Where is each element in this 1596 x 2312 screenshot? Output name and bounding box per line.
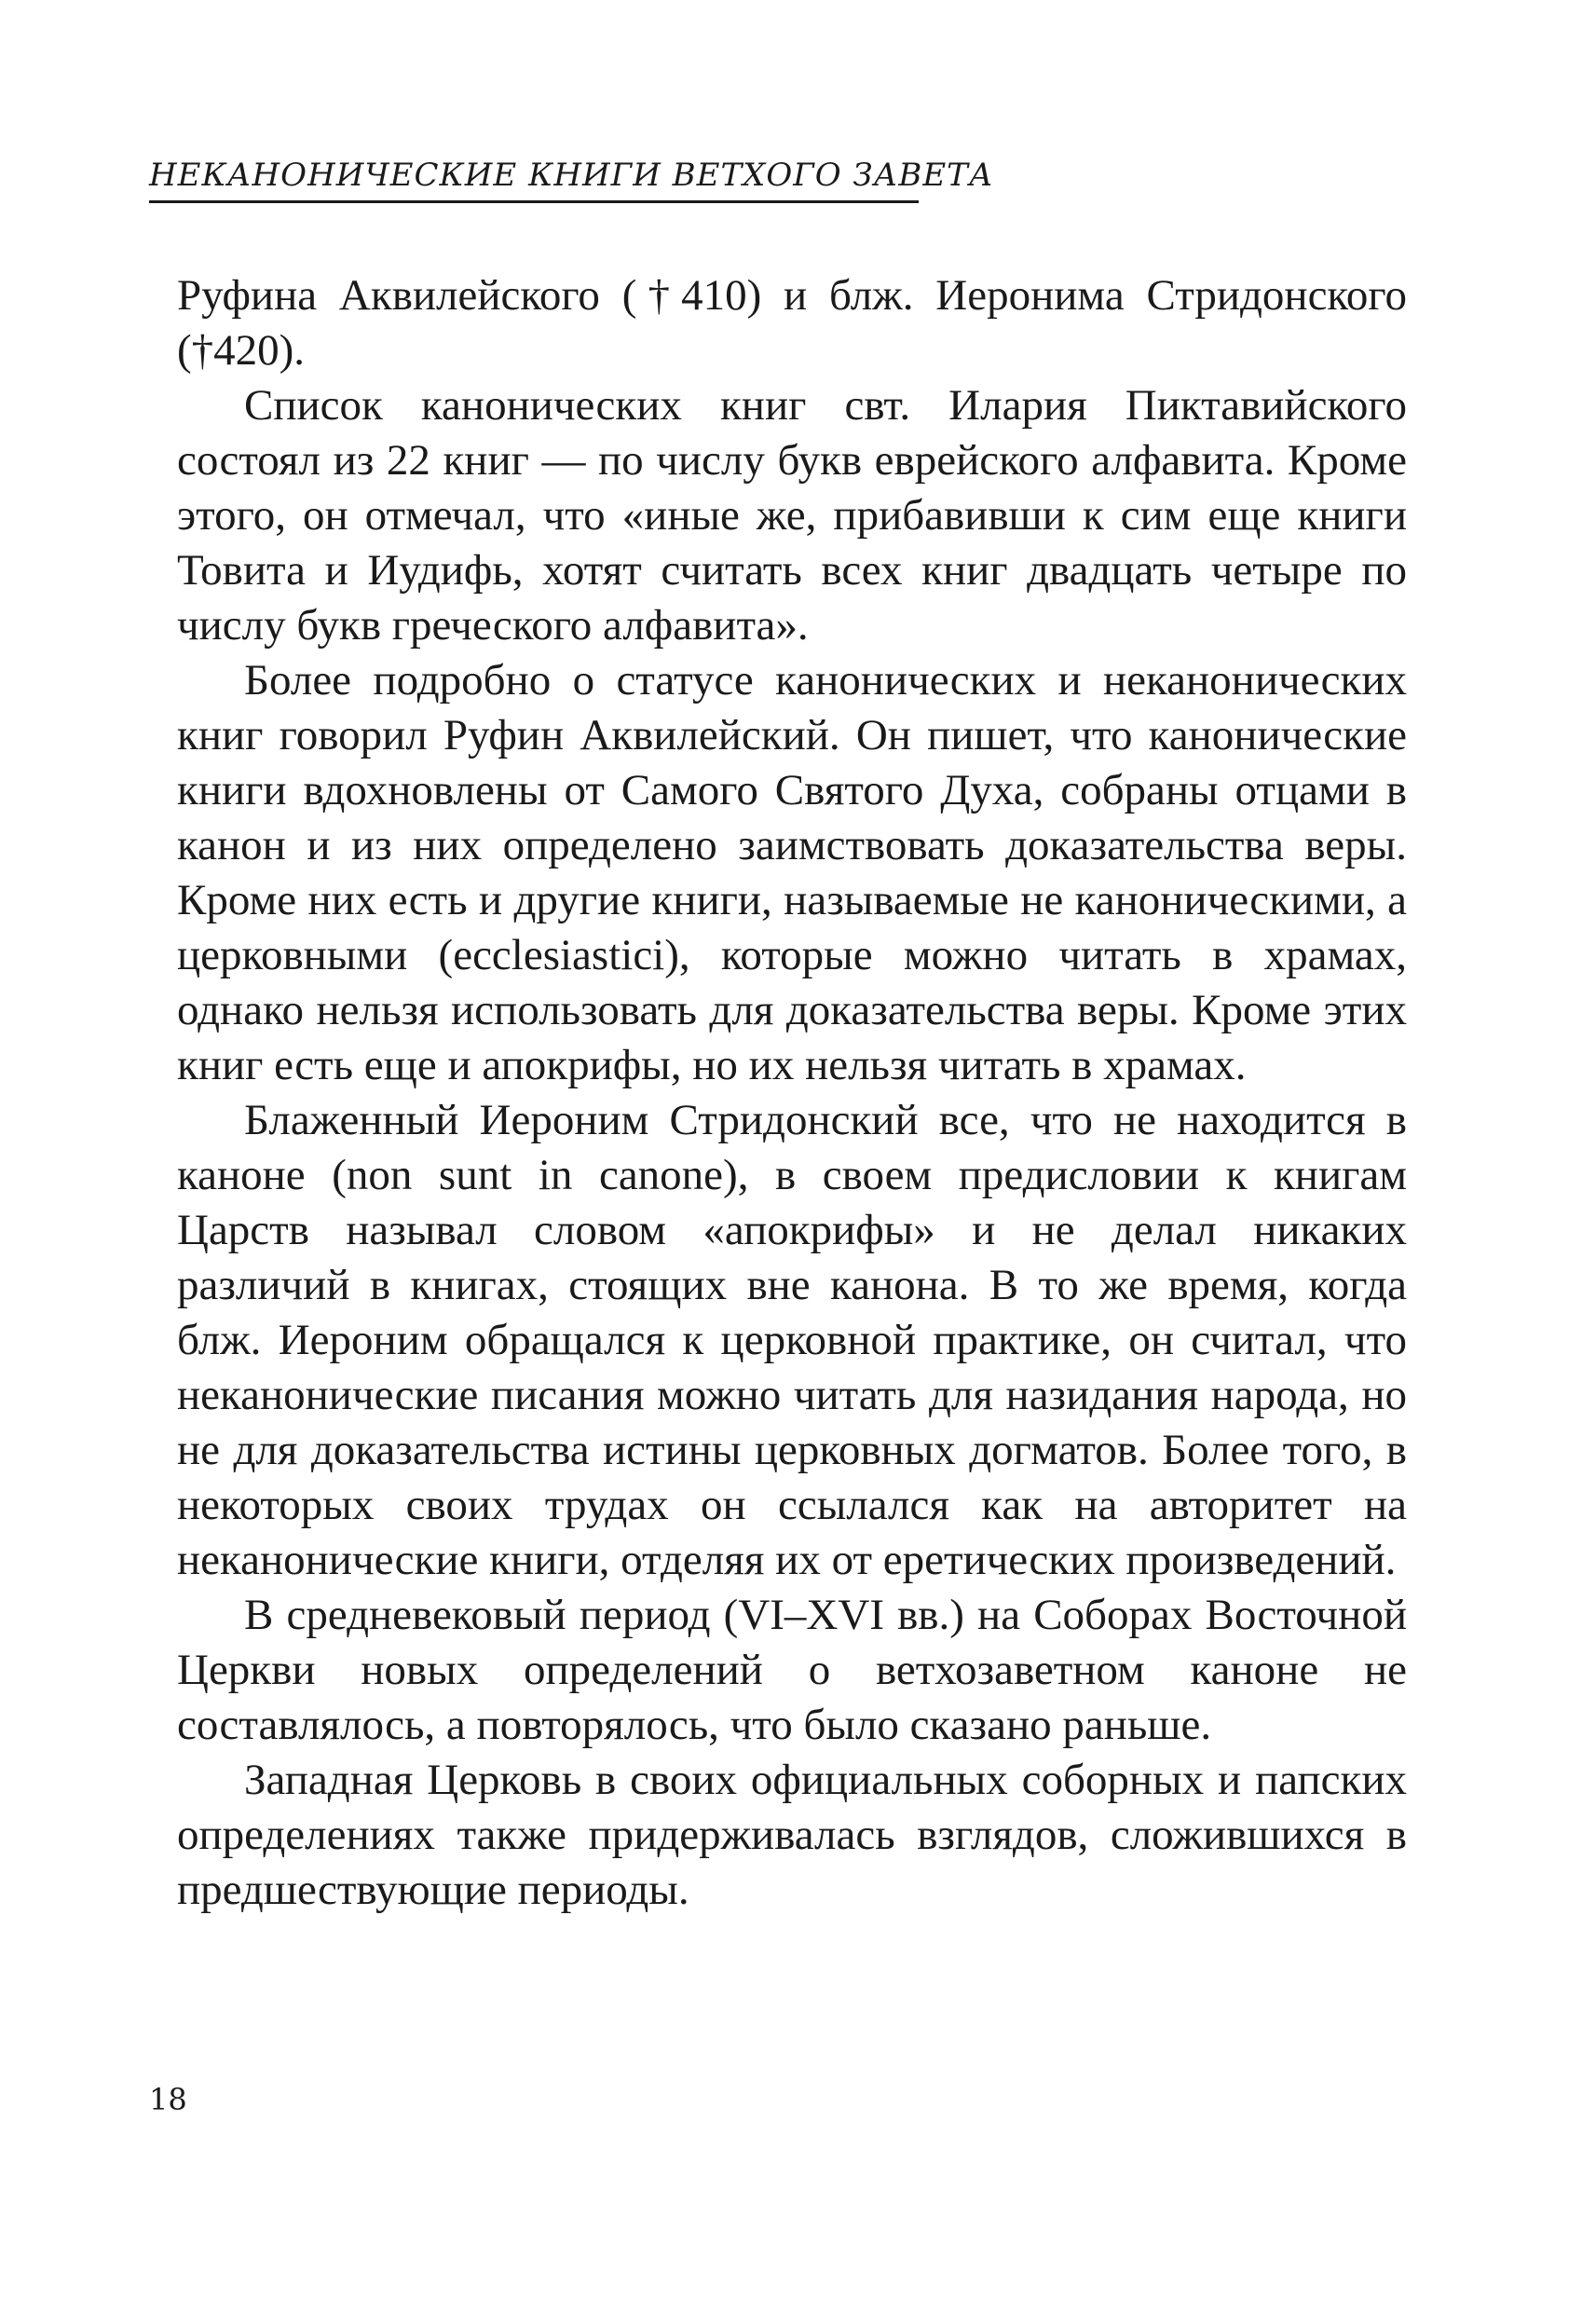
page-number: 18 bbox=[149, 2082, 187, 2117]
paragraph-3: Более подробно о статусе канонических и неканонических книг говорил Руфин Аквилейский. Он пишет, что канонические книги вдохновлены от Самого Святого Духа, собраны отцами в канон и из них определено заимствовать доказательства веры. Кроме них есть и другие книги, называемые не каноническими, а церковными (ecclesiastici), которые можно читать в храмах, однако нельзя использовать для доказательства веры. Кроме этих книг есть еще и апокрифы, но их нельзя читать в храмах. bbox=[177, 656, 1407, 1089]
paragraph-6: Западная Церковь в своих официальных соборных и папских определениях также придерживалась взглядов, сложившихся в предшествующие периоды. bbox=[177, 1756, 1407, 1914]
running-header: НЕКАНОНИЧЕСКИЕ КНИГИ ВЕТХОГО ЗАВЕТА bbox=[149, 158, 919, 203]
body-text bbox=[177, 268, 1407, 1918]
paragraph-1: Руфина Аквилейского (†410) и блж. Иеронима Стридонского (†420). bbox=[177, 271, 1407, 375]
paragraph-2: Список канонических книг свт. Илария Пиктавийского состоял из 22 книг — по числу букв еврейского алфавита. Кроме этого, он отмечал, что «иные же, прибавивши к сим еще книги Товита и Иудифь, хотят считать всех книг двадцать четыре по числу букв греческого алфавита». bbox=[177, 381, 1407, 650]
paragraph-4: Блаженный Иероним Стридонский все, что не находится в каноне (non sunt in canone), в своем предисловии к книгам Царств называл словом «апокрифы» и не делал никаких различий в книгах, стоящих вне канона. В то же время, когда блж. Иероним обращался к церковной практике, он считал, что неканонические писания можно читать для назидания народа, но не для доказательства истины церковных догматов. Более того, в некоторых своих трудах он ссылался как на авторитет на неканонические книги, отделяя их от еретических произведений. bbox=[177, 1096, 1407, 1584]
paragraph-5: В средневековый период (VI–XVI вв.) на Соборах Восточной Церкви новых определений о ветхозаветном каноне не составлялось, а повторялось, что было сказано раньше. bbox=[177, 1591, 1407, 1749]
